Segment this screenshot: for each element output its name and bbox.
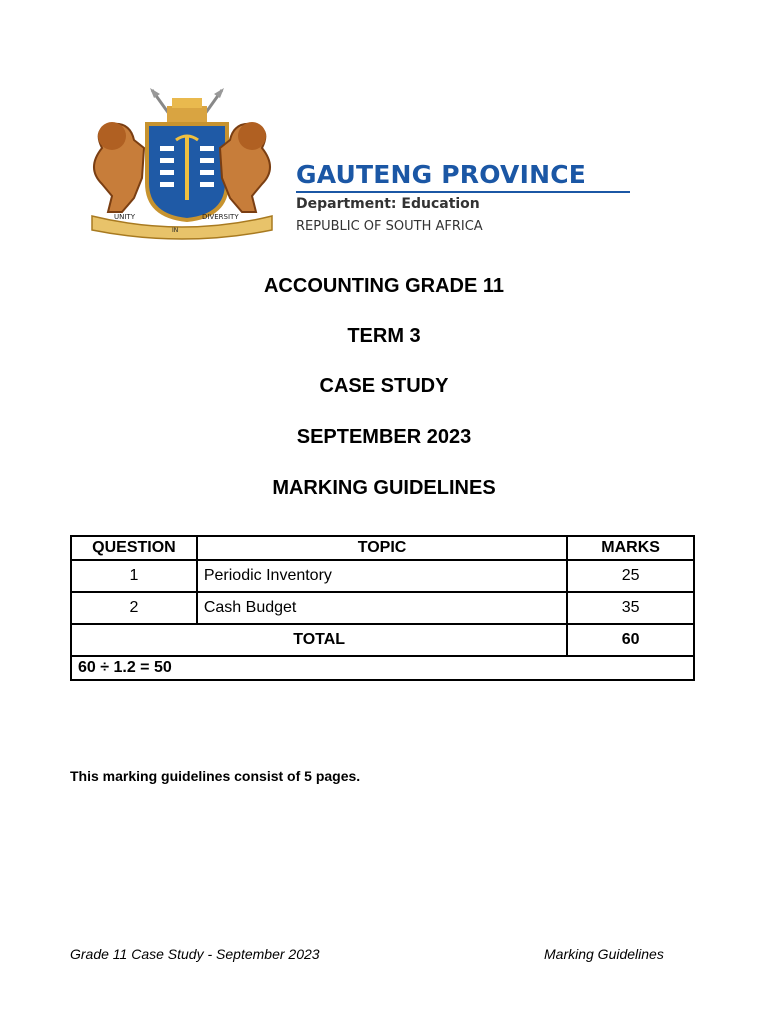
conversion-cell: 60 ÷ 1.2 = 50 (71, 656, 694, 680)
province-title: GAUTENG PROVINCE (296, 160, 587, 189)
term-heading: TERM 3 (347, 325, 421, 347)
total-row (71, 624, 694, 656)
gauteng-logo (72, 88, 642, 240)
marks-cell: 25 (567, 560, 694, 592)
marks-cell: 35 (567, 592, 694, 624)
question-number: 2 (71, 592, 197, 624)
header-marks: MARKS (567, 536, 694, 560)
question-number: 1 (71, 560, 197, 592)
header-topic: TOPIC (197, 536, 567, 560)
total-marks: 60 (567, 624, 694, 656)
task-heading: CASE STUDY (319, 375, 449, 397)
province-divider (296, 191, 630, 193)
page-count-note: This marking guidelines consist of 5 pages. (70, 768, 361, 784)
footer-left: Grade 11 Case Study - September 2023 (70, 946, 320, 962)
crest-in-text: IN (172, 227, 179, 234)
doc-type-heading: MARKING GUIDELINES (272, 477, 496, 499)
marks-table (70, 535, 695, 681)
date-heading: SEPTEMBER 2023 (296, 426, 472, 448)
table-row (71, 592, 694, 624)
header-question: QUESTION (71, 536, 197, 560)
table-header-row (71, 536, 694, 560)
coat-of-arms-icon (72, 88, 292, 240)
republic-line: REPUBLIC OF SOUTH AFRICA (296, 219, 483, 234)
conversion-row (71, 656, 694, 680)
topic-cell: Cash Budget (197, 592, 567, 624)
topic-cell: Periodic Inventory (197, 560, 567, 592)
crest-unity-text: UNITY (114, 213, 135, 221)
department-line: Department: Education (296, 196, 480, 212)
total-label: TOTAL (71, 624, 567, 656)
footer-right: Marking Guidelines (544, 946, 664, 962)
table-row (71, 560, 694, 592)
subject-heading: ACCOUNTING GRADE 11 (263, 275, 505, 297)
crest-diversity-text: DIVERSITY (202, 213, 239, 221)
